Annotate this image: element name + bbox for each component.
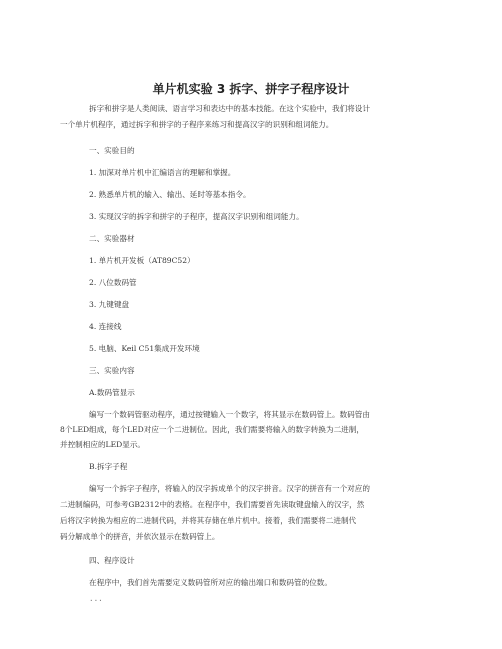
subsection-b-line-2: 二进制编码，可参考GB2312中的表格。在程序中，我们需要首先读取键盘输入的汉字，然: [60, 500, 365, 509]
page-title: 单片机实验 3 拆字、拼字子程序设计: [152, 82, 350, 96]
section-2-item-3: 3. 九键键盘: [89, 300, 130, 309]
section-2-item-4: 4. 连接线: [89, 322, 122, 331]
section-4-heading: 四、程序设计: [89, 556, 135, 565]
section-2-item-5: 5. 电脑、Keil C51集成开发环境: [89, 344, 200, 353]
section-1-heading: 一、实验目的: [89, 146, 135, 155]
intro-line-1: 拆字和拼字是人类阅读、语言学习和表达中的基本技能。在这个实验中，我们将设计: [89, 104, 370, 113]
section-3-heading: 三、实验内容: [89, 366, 135, 375]
subsection-b-line-3: 后将汉字转换为相应的二进制代码，并将其存储在单片机中。接着，我们需要将二进制代: [60, 516, 357, 525]
section-4-line-1: 在程序中，我们首先需要定义数码管所对应的输出端口和数码管的位数。: [89, 578, 332, 587]
section-2-item-2: 2. 八位数码管: [89, 278, 137, 287]
subsection-a-heading: A.数码管显示: [89, 388, 135, 397]
subsection-a-line-3: 并控制相应的LED显示。: [60, 440, 146, 449]
section-1-item-1: 1. 加深对单片机中汇编语言的理解和掌握。: [89, 168, 236, 177]
subsection-b-line-1: 编写一个拆字子程序，将输入的汉字拆成单个的汉字拼音。汉字的拼音有一个对应的: [89, 484, 370, 493]
section-4-ellipsis: ...: [89, 594, 103, 603]
section-2-heading: 二、实验器材: [89, 234, 135, 243]
subsection-a-line-1: 编写一个数码管驱动程序，通过按键输入一个数字，将其显示在数码管上。数码管由: [89, 410, 370, 419]
section-1-item-3: 3. 实现汉字的拆字和拼字的子程序，提高汉字识别和组词能力。: [89, 212, 304, 221]
intro-line-2: 一个单片机程序，通过拆字和拼字的子程序来练习和提高汉字的识别和组词能力。: [60, 120, 334, 129]
subsection-b-line-4: 码分解成单个的拼音，并依次显示在数码管上。: [60, 532, 220, 541]
subsection-b-heading: B.拆字子程: [89, 462, 128, 471]
section-2-item-1: 1. 单片机开发板（AT89C52）: [89, 256, 195, 265]
section-1-item-2: 2. 熟悉单片机的输入、输出、延时等基本指令。: [89, 190, 251, 199]
subsection-a-line-2: 8个LED组成，每个LED对应一个二进制位。因此，我们需要将输入的数字转换为二进制，: [60, 425, 364, 434]
